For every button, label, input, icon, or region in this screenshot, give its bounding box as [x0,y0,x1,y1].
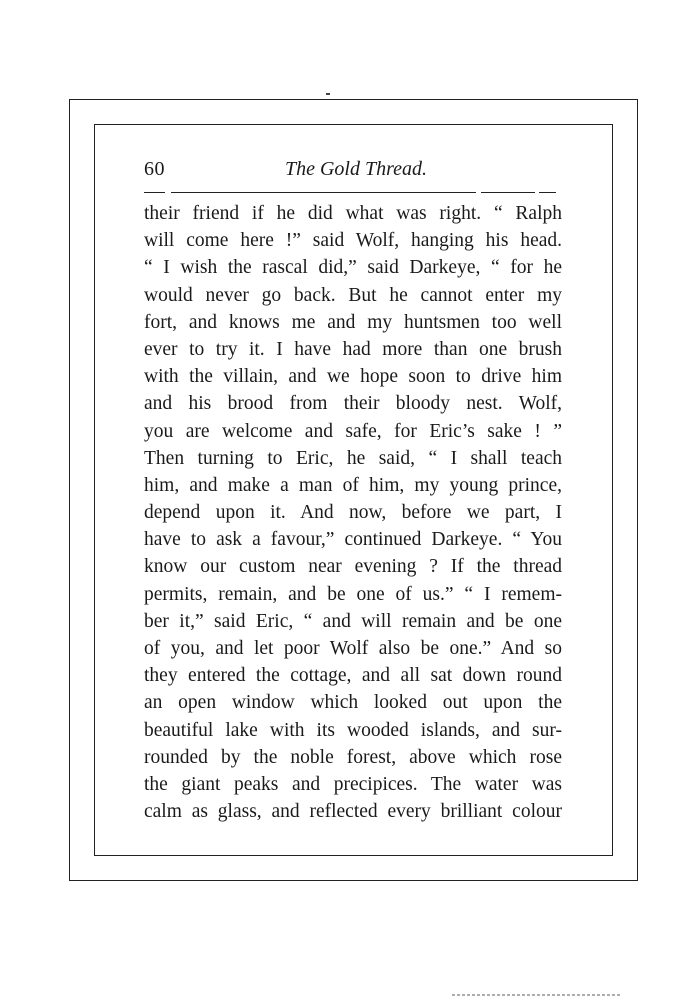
body-line: would never go back. But he cannot enter my [144,284,562,306]
body-line: they entered the cottage, and all sat down round [144,665,562,687]
body-line: know our custom near evening ? If the thread [144,556,562,578]
body-line: ever to try it. I have had more than one brush [144,338,562,360]
body-text [144,200,562,825]
body-line: their friend if he did what was right. “ Ralph [144,203,562,224]
body-line: of you, and let poor Wolf also be one.” And so [144,638,562,659]
body-line: with the villain, and we hope soon to drive him [144,366,562,388]
body-line: an open window which looked out upon the [144,692,562,714]
body-line: the giant peaks and precipices. The water was [144,773,562,795]
page-header [144,158,558,188]
header-rule [144,192,556,193]
body-line: permits, remain, and be one of us.” “ I remem- [144,583,562,605]
body-line: depend upon it. And now, before we part, I [144,502,562,524]
body-line: and his brood from their bloody nest. Wolf, [144,393,562,415]
page-number: 60 [144,158,165,180]
body-line: calm as glass, and reflected every brilliant colour [144,801,562,823]
scan-artifact [452,994,622,996]
body-line: him, and make a man of him, my young prince, [144,474,562,496]
header-rule-gap [476,189,481,195]
body-line: fort, and knows me and my huntsmen too well [144,311,562,333]
header-rule-gap [535,189,539,195]
running-title: The Gold Thread. [284,158,428,180]
header-rule-gap [165,189,171,195]
print-speck [326,93,330,95]
body-line: have to ask a favour,” continued Darkeye. “ You [144,529,562,551]
body-line: rounded by the noble forest, above which rose [144,746,562,768]
body-line: Then turning to Eric, he said, “ I shall teach [144,447,562,469]
body-line: beautiful lake with its wooded islands, and sur- [144,719,562,741]
body-line: will come here !” said Wolf, hanging his head. [144,230,562,252]
body-line: you are welcome and safe, for Eric’s sake ! ” [144,420,562,442]
body-line: “ I wish the rascal did,” said Darkeye, “ for he [144,257,562,279]
body-line: ber it,” said Eric, “ and will remain and be one [144,610,562,632]
